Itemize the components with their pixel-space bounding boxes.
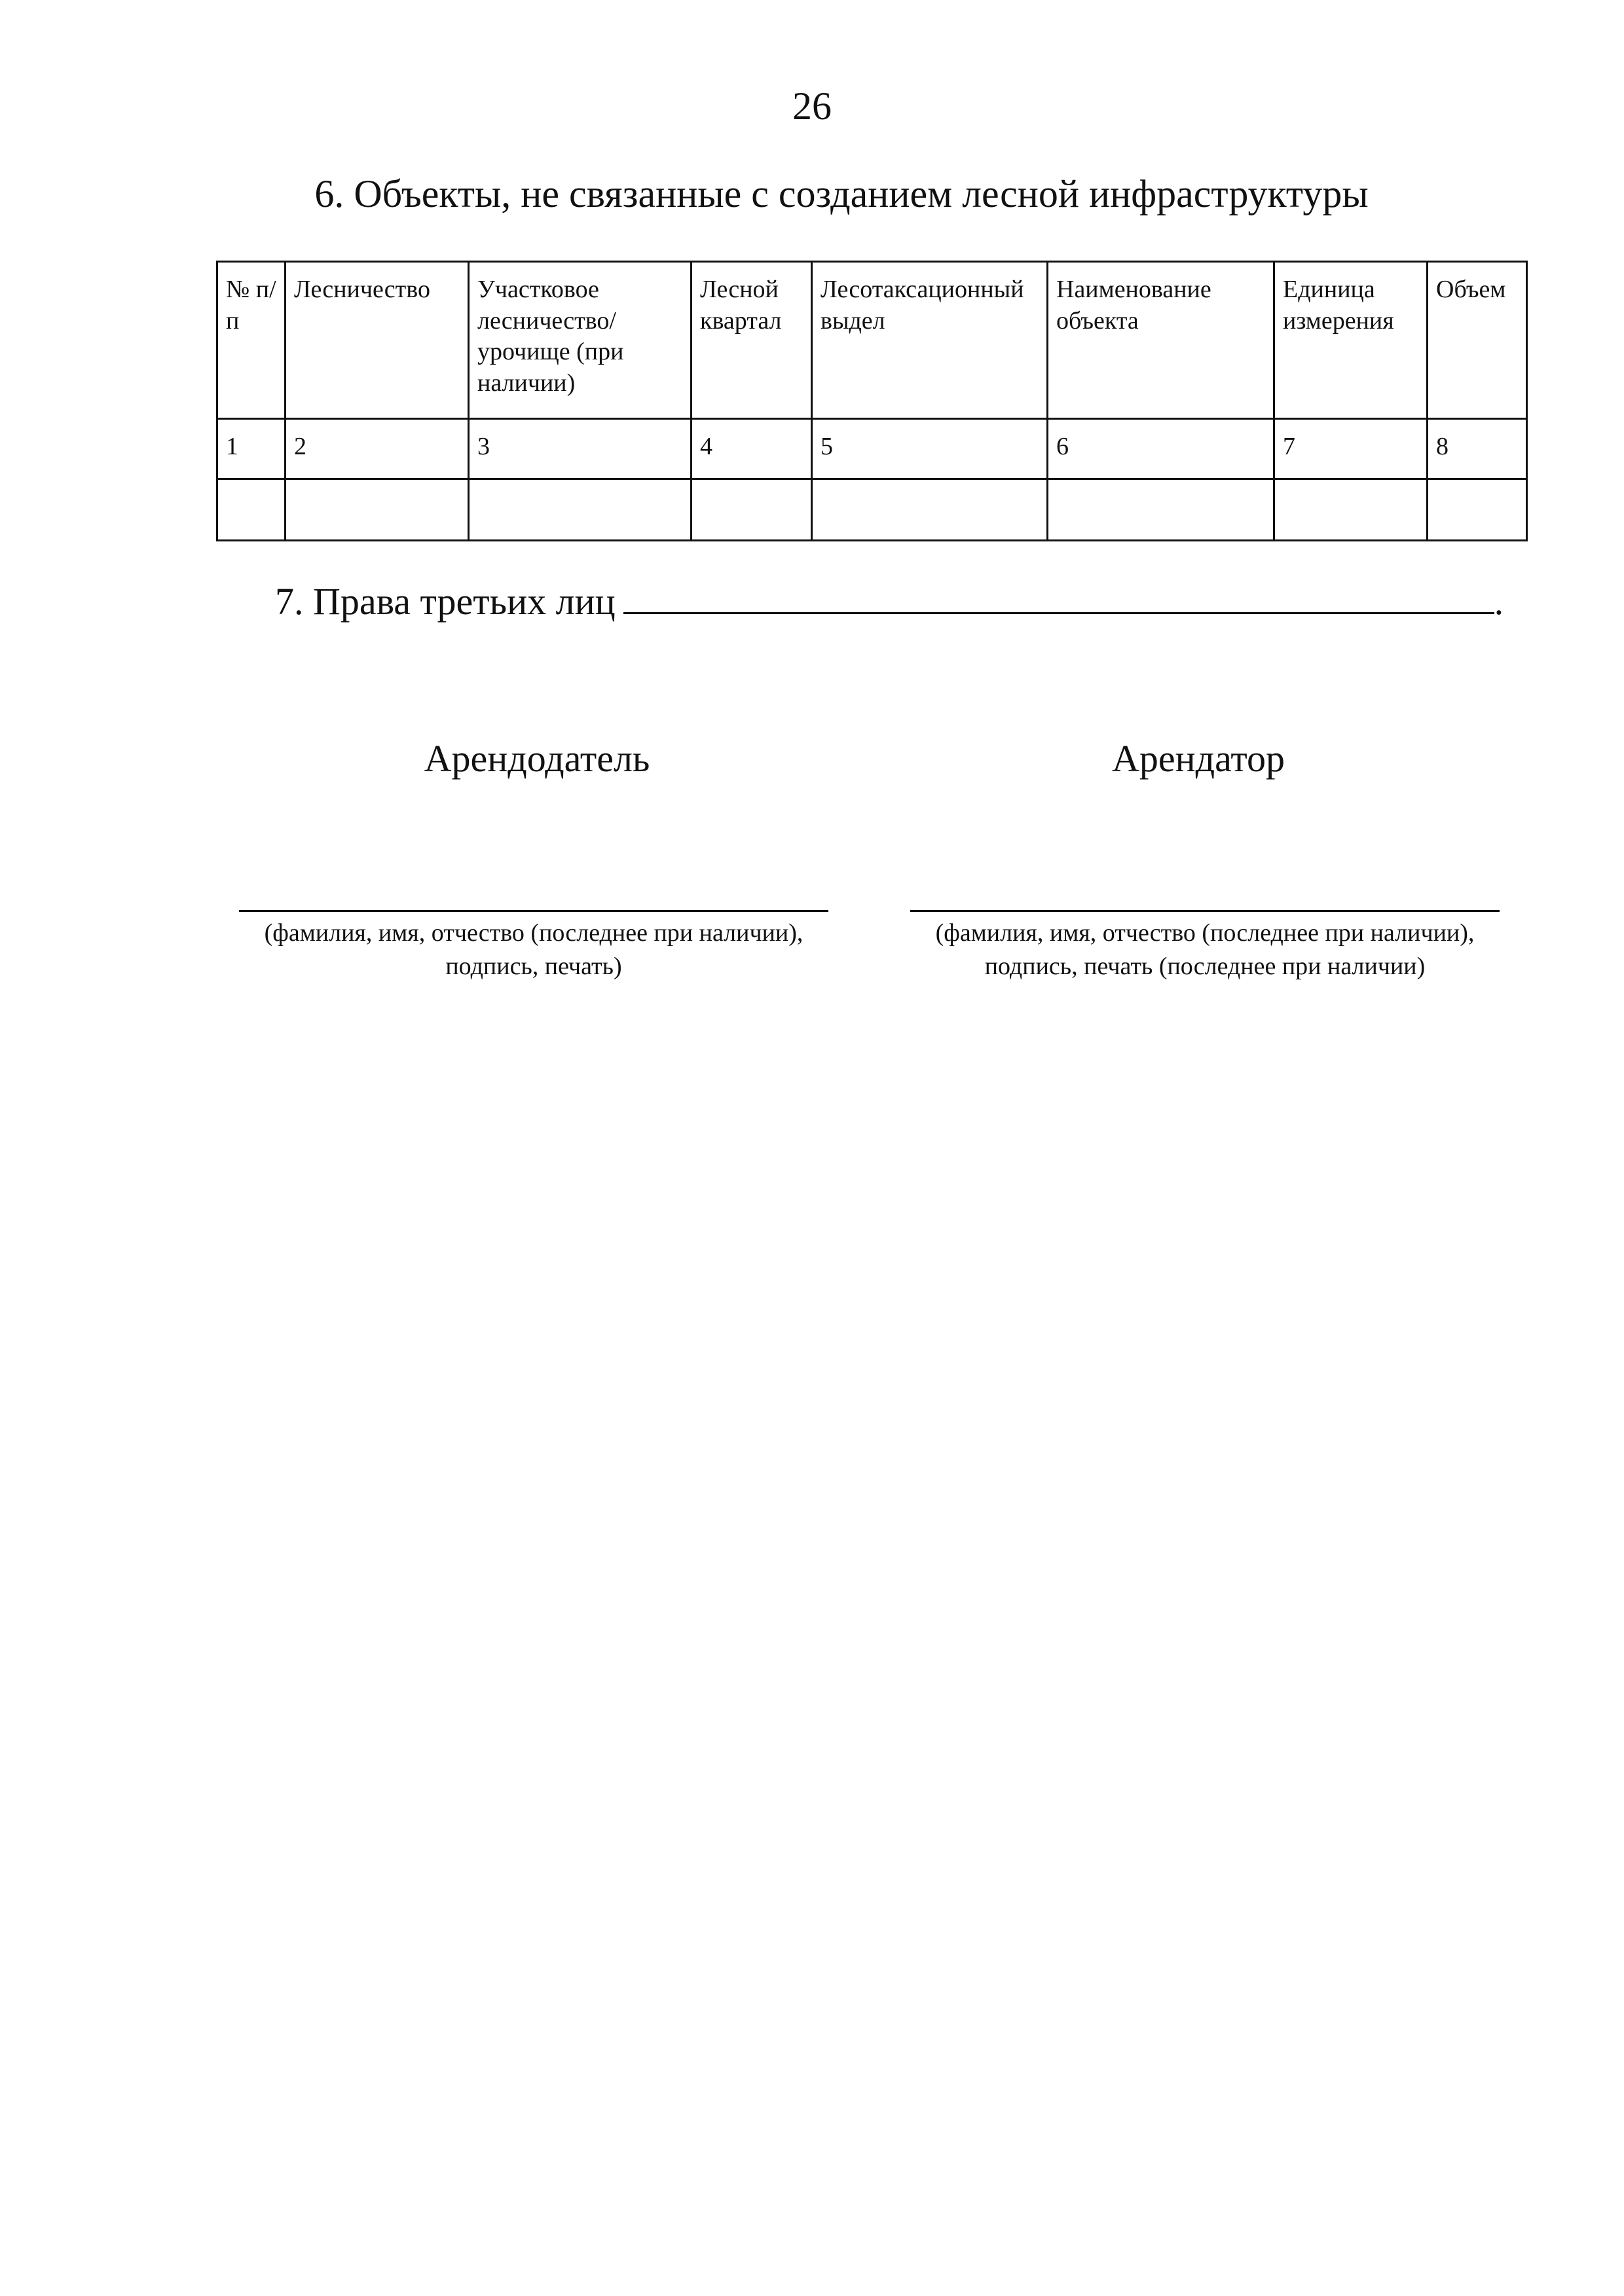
column-number-cell: 4 xyxy=(692,419,812,479)
empty-cell xyxy=(1048,479,1274,541)
column-number-cell: 5 xyxy=(812,419,1048,479)
header-cell-district-forestry: Участковое лесничество/ урочище (при наличии) xyxy=(469,262,692,419)
table-empty-row xyxy=(217,479,1527,541)
empty-cell xyxy=(286,479,469,541)
third-party-rights-blank-line xyxy=(623,586,1494,614)
section-6-title: 6. Объекты, не связанные с созданием лесной инфраструктуры xyxy=(314,172,1369,215)
header-cell-taxation-unit: Лесотаксационный выдел xyxy=(812,262,1048,419)
empty-cell xyxy=(692,479,812,541)
lessee-caption-line-1: (фамилия, имя, отчество (последнее при наличии), xyxy=(935,919,1475,947)
section-7-period: . xyxy=(1494,580,1504,623)
lessee-title: Арендатор xyxy=(1111,737,1285,780)
header-cell-unit: Единица измерения xyxy=(1274,262,1428,419)
column-number-cell: 7 xyxy=(1274,419,1428,479)
lessee-signature-caption xyxy=(887,917,1522,984)
lessor-title: Арендодатель xyxy=(424,737,650,780)
page-number: 26 xyxy=(792,84,832,128)
column-number-cell: 3 xyxy=(469,419,692,479)
empty-cell xyxy=(1428,479,1527,541)
empty-cell xyxy=(217,479,286,541)
table-header-row xyxy=(217,262,1527,419)
lessee-caption-line-2: подпись, печать (последнее при наличии) xyxy=(984,953,1426,981)
lessor-signature-line xyxy=(239,910,828,912)
header-cell-number: № п/п xyxy=(217,262,286,419)
lessee-signature-line xyxy=(910,910,1500,912)
header-cell-forestry: Лесничество xyxy=(286,262,469,419)
empty-cell xyxy=(812,479,1048,541)
table-column-numbers-row xyxy=(217,419,1527,479)
column-number-cell: 1 xyxy=(217,419,286,479)
header-cell-volume: Объем xyxy=(1428,262,1527,419)
column-number-cell: 8 xyxy=(1428,419,1527,479)
column-number-cell: 2 xyxy=(286,419,469,479)
header-cell-object-name: Наименование объекта xyxy=(1048,262,1274,419)
section-7-label: 7. Права третьих лиц xyxy=(275,580,616,623)
column-number-cell: 6 xyxy=(1048,419,1274,479)
empty-cell xyxy=(469,479,692,541)
section-7-third-party-rights xyxy=(275,579,1504,623)
lessor-caption-line-1: (фамилия, имя, отчество (последнее при наличии), xyxy=(264,919,803,947)
objects-table xyxy=(216,261,1528,541)
lessor-caption-line-2: подпись, печать) xyxy=(445,953,622,981)
lessor-signature-caption xyxy=(216,917,851,984)
header-cell-forest-quarter: Лесной квартал xyxy=(692,262,812,419)
empty-cell xyxy=(1274,479,1428,541)
